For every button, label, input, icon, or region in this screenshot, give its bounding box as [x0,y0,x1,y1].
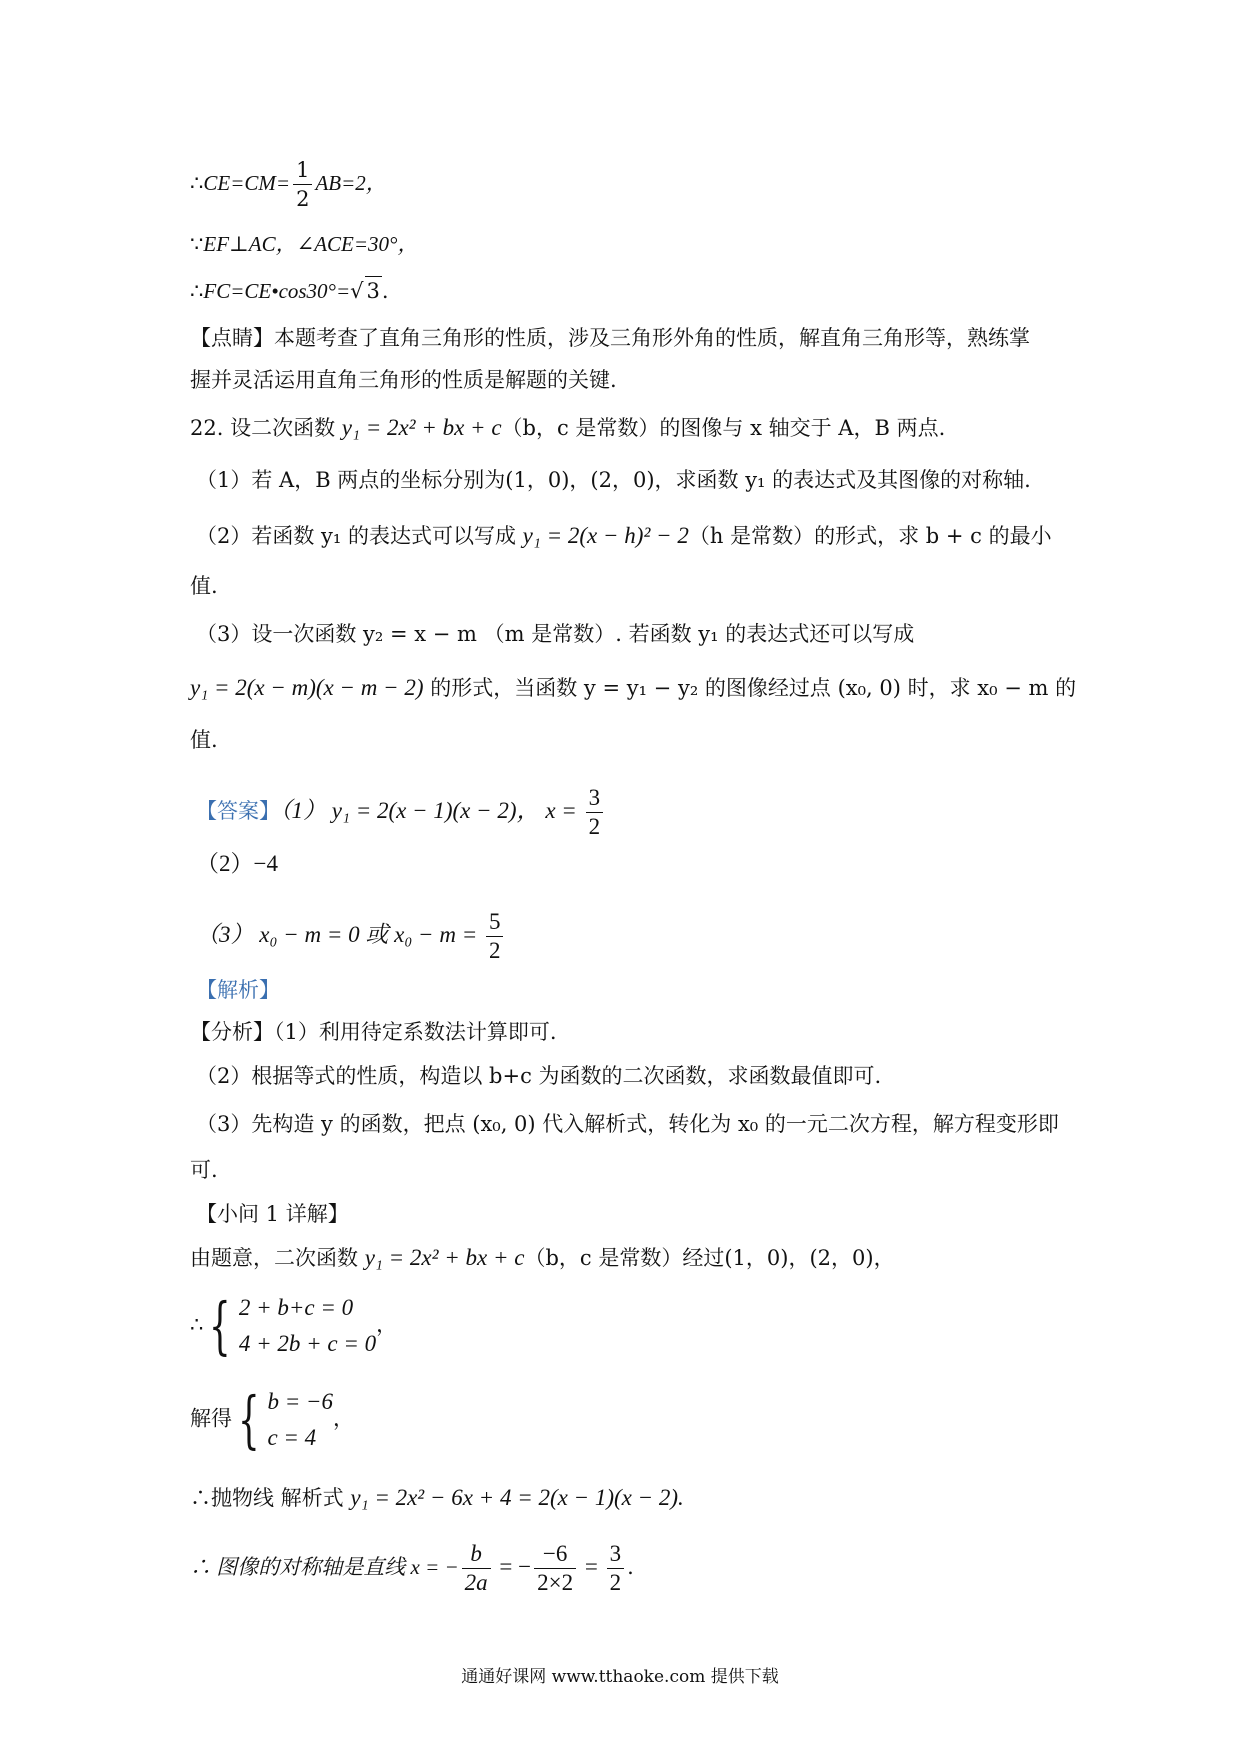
answer-1-fraction [586,784,604,841]
fenxi-tag: 【分析】 [190,1020,274,1044]
detail-1-equation: y₁ = 2x² + bx + c [364,1245,525,1270]
dianjing-line-2 [190,366,617,394]
fenxi-text-3: （3）先构造 y 的函数，把点 (x₀, 0) 代入解析式，转化为 x₀ 的一元二次方程，解方程变形即 [196,1112,1059,1136]
problem-part-1 [196,466,1031,494]
fenxi-text-1: （1）利用待定系数法计算即可. [274,1020,557,1044]
part-2-equation: y₁ = 2(x − h)² − 2 [522,523,689,548]
fenxi-line-2 [196,1062,881,1090]
fraction-denominator: 2 [609,1570,622,1595]
problem-stem [190,414,945,442]
problem-part-3 [196,620,914,648]
axis-fraction-2 [534,1540,576,1597]
problem-number: 22. 设二次函数 [190,416,342,440]
answer-1-text: （1） y₁ = 2(x − 1)(x − 2)， x = [280,798,583,823]
stem-equation: y₁ = 2x² + bx + c [341,415,502,440]
problem-part-3-line-2 [190,674,1076,702]
equation-system-1 [190,1290,397,1362]
therefore-symbol: ∴ [190,279,204,303]
fenxi-line-3 [196,1110,1059,1138]
problem-part-2-cont [190,572,218,600]
ce-cm-text: CE=CM= [203,171,291,195]
system-comma: ， [333,1406,354,1431]
fenxi-line-1 [190,1018,557,1046]
fraction-numerator: 3 [586,784,604,813]
fc-text: FC=CE•cos30°= [203,279,351,303]
system-rows [239,1290,376,1362]
detail-1-text: 由题意，二次函数 [190,1246,365,1270]
solution-line-ce-cm [190,156,387,213]
fraction-denominator: 2 [488,938,501,963]
parabola-text: ∴抛物线 解析式 [190,1486,351,1510]
system-block [238,1384,333,1456]
system-row-1: b = −6 [267,1389,333,1414]
answer-tag: 【答案】 [196,799,280,823]
because-symbol: ∵ [190,232,204,256]
fraction-numerator: b [462,1540,491,1569]
sqrt-value: 3 [365,276,382,305]
detail-line-parabola [190,1484,684,1512]
dianjing-text-1: 本题考查了直角三角形的性质，涉及三角形外角的性质，解直角三角形等，熟练掌 [274,326,1030,350]
part-2-text: （2）若函数 y₁ 的表达式可以写成 [196,524,523,548]
analysis-tag: 【解析】 [196,978,280,1002]
equals-minus: = − [493,1554,532,1579]
analysis-tag-line [196,976,280,1004]
part-3-equation: y₁ = 2(x − m)(x − m − 2) [190,675,424,700]
system-row-1: 2 + b+c = 0 [238,1295,354,1320]
fraction-numerator: −6 [534,1540,576,1569]
solve-label: 解得 [190,1406,232,1431]
part-1-text: （1）若 A，B 两点的坐标分别为(1，0)，(2，0)，求函数 y₁ 的表达式及其图像的对称轴. [196,468,1031,492]
system-rows [267,1384,333,1456]
fraction-denominator: 2×2 [537,1570,574,1595]
fenxi-text-3-end: 可. [190,1158,218,1182]
solution-line-perpendicular [190,230,418,258]
system-block [209,1290,376,1362]
fraction-numerator: 1 [293,156,312,185]
detail-tag-line [196,1200,349,1228]
answer-line-2 [196,850,278,878]
fraction-numerator: 5 [486,908,504,937]
part-3-text: （3）设一次函数 y₂ = x − m （m 是常数）. 若函数 y₁ 的表达式还可以写成 [196,622,915,646]
solution-line-fc: ∴FC=CE•cos30°=√ 3. [190,276,389,305]
axis-fraction-3 [607,1540,625,1597]
axis-text: ∴ 图像的对称轴是直线 x = − [190,1555,459,1579]
equation-system-2 [190,1384,354,1456]
period: . [381,279,389,303]
detail-tag: 【小问 1 详解】 [196,1202,349,1226]
answer-3-text: （3） x₀ − m = 0 或 x₀ − m = [196,922,483,947]
fraction-denominator: 2 [588,814,601,839]
fraction-denominator: 2a [464,1570,488,1595]
therefore-symbol: ∴ [190,171,204,195]
fenxi-line-3-cont [190,1156,218,1184]
parabola-equation: y₁ = 2x² − 6x + 4 = 2(x − 1)(x − 2). [350,1485,684,1510]
answer-3-fraction [486,908,504,965]
system-comma: ， [376,1312,398,1337]
left-brace-icon: { [209,1289,232,1362]
answer-line-3 [196,908,506,965]
system-row-2: 4 + 2b + c = 0 [238,1331,377,1356]
answer-line-1 [196,784,606,841]
part-3-cont-text: 值. [190,728,218,752]
therefore-symbol: ∴ [190,1312,204,1337]
detail-line-axis [190,1540,634,1597]
dianjing-text-2: 握并灵活运用直角三角形的性质是解题的关键. [190,368,617,392]
answer-2-text: （2）−4 [196,851,278,876]
detail-1-text-end: （b，c 是常数）经过(1，0)，(2，0)， [524,1246,895,1270]
dianjing-line-1 [190,324,1030,352]
equals-sign: = [579,1554,604,1579]
dianjing-tag: 【点睛】 [190,326,274,350]
left-brace-icon: { [238,1383,260,1456]
page-footer: 通通好课网 www.tthaoke.com 提供下载 [461,1667,779,1687]
problem-part-3-cont [190,726,218,754]
part-2-text-end: （h 是常数）的形式，求 b + c 的最小 [688,524,1052,548]
stem-text: （b，c 是常数）的图像与 x 轴交于 A，B 两点. [501,416,946,440]
problem-part-2 [196,522,1052,550]
axis-fraction-1 [462,1540,491,1597]
fraction-denominator: 2 [296,187,310,211]
ab-text: AB=2， [315,171,387,195]
fraction-numerator: 3 [607,1540,625,1569]
part-2-cont-text: 值. [190,574,218,598]
fraction-half [293,156,312,213]
part-3-text-2: 的形式，当函数 y = y₁ − y₂ 的图像经过点 (x₀, 0) 时，求 x₀ − m 的 [423,676,1077,700]
detail-line-1 [190,1244,895,1272]
system-row-2: c = 4 [267,1425,317,1450]
period: . [627,1555,634,1579]
perpendicular-text: EF⊥AC，∠ACE=30°， [203,232,419,256]
fenxi-text-2: （2）根据等式的性质，构造以 b+c 为函数的二次函数，求函数最值即可. [196,1064,882,1088]
